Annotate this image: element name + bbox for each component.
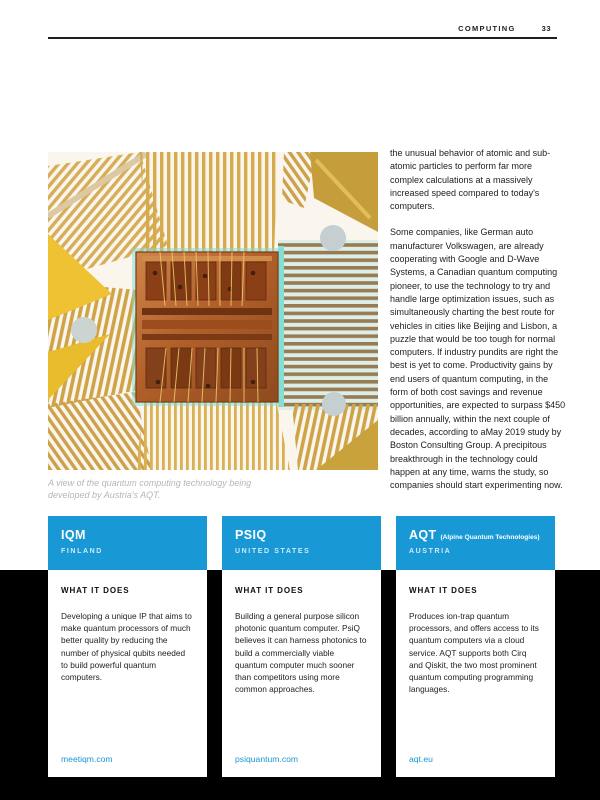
card-body [48, 570, 207, 777]
company-country: UNITED STATES [235, 548, 311, 555]
page-number: 33 [541, 24, 551, 33]
company-name [409, 529, 547, 544]
what-it-does-label: WHAT IT DOES [61, 586, 130, 595]
company-name [235, 529, 373, 544]
photo-caption: A view of the quantum computing technology being developed by Austria's AQT. [48, 478, 252, 500]
company-country: FINLAND [61, 548, 103, 555]
company-country: AUSTRIA [409, 548, 452, 555]
card-body [396, 570, 555, 777]
article-column [390, 147, 568, 505]
card-body [222, 570, 381, 777]
company-name-text: IQM [61, 528, 86, 542]
card-header [48, 516, 207, 570]
company-name-suffix: (Alpine Quantum Technologies) [440, 534, 540, 541]
section-label: COMPUTING [458, 24, 516, 33]
article-paragraph: Some companies, like German auto manufacturer Volkswagen, are already cooperating with Google and D-Wave Systems, a Canadian quantum computing pioneer, to use the technology to try and handle large optimization issues, such as simultaneously charting the best route for vehicles in cities like Beijing and Lisbon, a puzzle that would be too tough for normal computers. If industry pundits are right the best is yet to come. Productivity gains by end users of quantum computing, in the form of both cost savings and revenue opportunities, are expected to surpass $450 billion annually, within the next couple of decades, according to aMay 2019 study by Boston Consulting Group. A precipitous breakthrough in the technology could happen at any time, warns the study, so companies should start experimenting now. [390, 227, 566, 491]
company-description: Building a general purpose silicon photonic quantum computer. PsiQ believes it can harness photonics to build a commercially viable quantum computer much sooner than competitors using more common approaches. [235, 611, 367, 695]
article-paragraph: the unusual behavior of atomic and sub-atomic particles to perform far more complex calculations at a massively increased speed compared to today's computers. [390, 148, 551, 212]
quantum-chip-photo [48, 152, 378, 470]
company-link[interactable]: meetiqm.com [61, 754, 113, 764]
company-name [61, 529, 199, 544]
company-description: Produces ion-trap quantum processors, and offers access to its quantum computers via a cloud service. AQT supports both Cirq and Qiskit, the two most prominent quantum computing programming languages. [409, 611, 539, 695]
masthead [48, 24, 557, 33]
company-name-text: AQT [409, 528, 437, 542]
card-header [396, 516, 555, 570]
company-link[interactable]: aqt.eu [409, 754, 433, 764]
company-link[interactable]: psiquantum.com [235, 754, 299, 764]
company-card-psiq [222, 516, 381, 777]
what-it-does-label: WHAT IT DOES [409, 586, 478, 595]
card-header [222, 516, 381, 570]
company-card-iqm [48, 516, 207, 777]
quantum-chip-illustration [48, 152, 378, 470]
company-name-text: PSIQ [235, 528, 267, 542]
what-it-does-label: WHAT IT DOES [235, 586, 304, 595]
company-card-aqt [396, 516, 555, 777]
company-description: Developing a unique IP that aims to make quantum processors of much better quality by reducing the number of physical qubits needed to build powerful quantum computers. [61, 611, 192, 683]
masthead-rule [48, 37, 557, 39]
